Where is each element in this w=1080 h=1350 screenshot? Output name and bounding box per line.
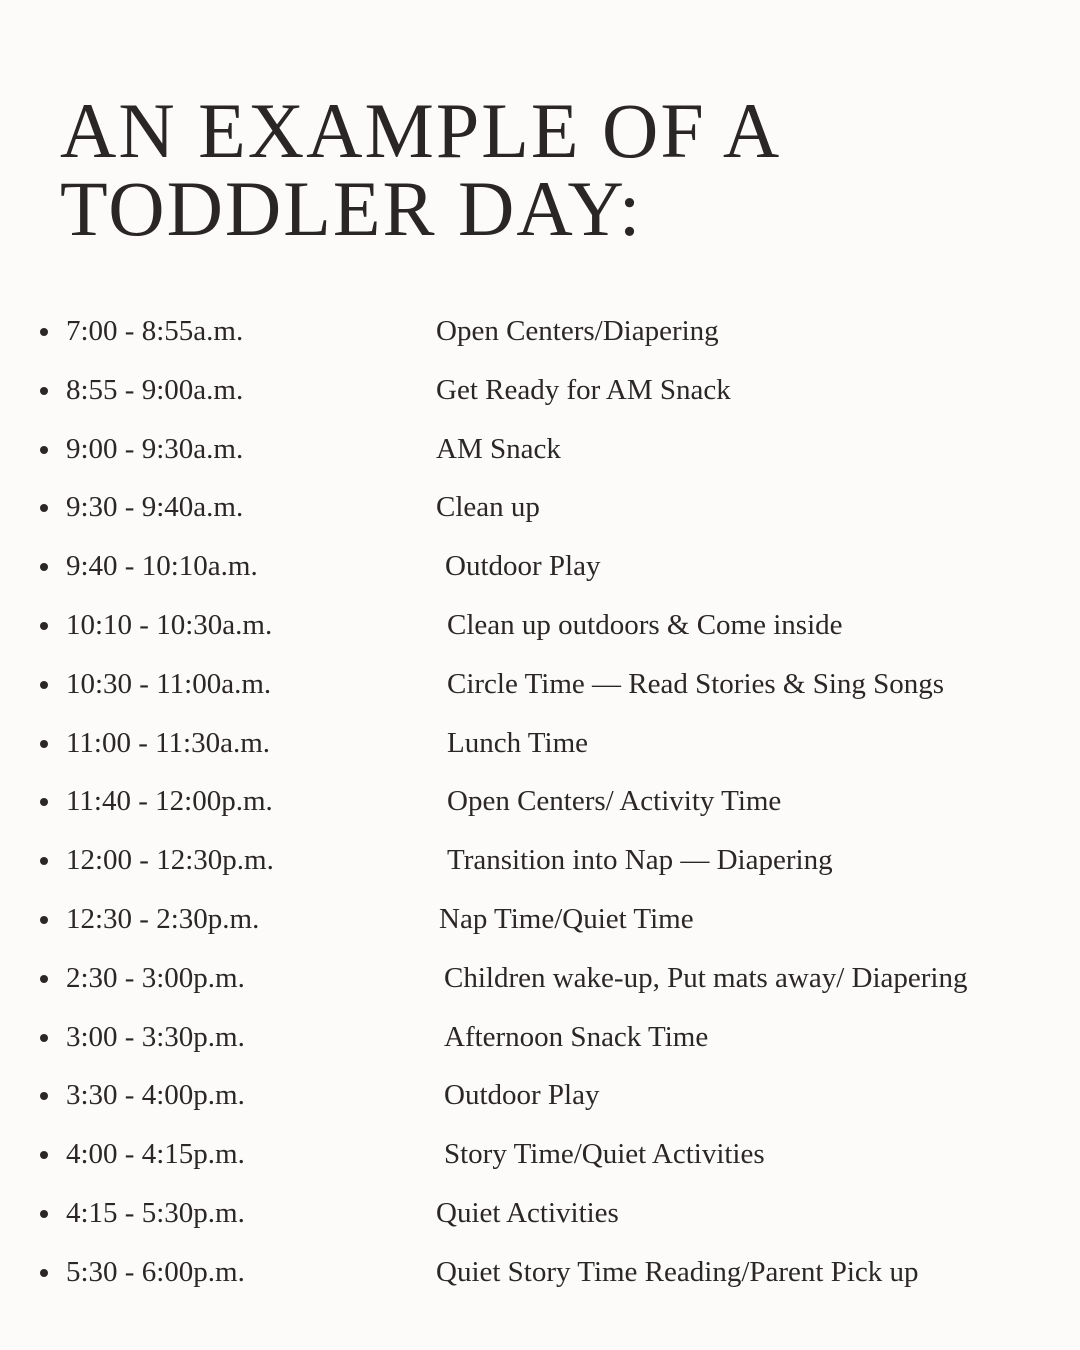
title-line-2: TODDLER DAY:: [60, 165, 643, 252]
schedule-row: [0, 772, 1080, 831]
schedule-time: 10:10 - 10:30a.m.: [66, 608, 273, 641]
bullet-icon: [40, 1151, 48, 1159]
schedule-row: [0, 537, 1080, 596]
schedule-time: 9:40 - 10:10a.m.: [66, 550, 258, 583]
schedule-row: [0, 1125, 1080, 1184]
bullet-icon: [40, 504, 48, 512]
schedule-row: [0, 949, 1080, 1008]
bullet-icon: [40, 798, 48, 806]
schedule-row: [0, 890, 1080, 949]
schedule-list: [0, 302, 1080, 1302]
schedule-activity: Open Centers/Diapering: [436, 315, 719, 347]
schedule-row: [0, 361, 1080, 420]
schedule-row: [0, 478, 1080, 537]
bullet-icon: [40, 975, 48, 983]
schedule-activity: AM Snack: [436, 432, 561, 465]
schedule-row: [0, 1184, 1080, 1243]
schedule-time: 9:00 - 9:30a.m.: [66, 432, 244, 465]
schedule-activity: Nap Time/Quiet Time: [439, 902, 694, 935]
schedule-row: [0, 302, 1080, 361]
schedule-time: 3:30 - 4:00p.m.: [66, 1079, 245, 1112]
schedule-row: [0, 714, 1080, 773]
schedule-activity: Story Time/Quiet Activities: [444, 1138, 765, 1171]
schedule-activity: Outdoor Play: [444, 1079, 600, 1112]
schedule-activity: Clean up outdoors & Come inside: [447, 608, 843, 641]
schedule-activity: Transition into Nap — Diapering: [447, 844, 833, 877]
schedule-activity: Get Ready for AM Snack: [436, 373, 731, 406]
bullet-icon: [40, 740, 48, 748]
schedule-time: 2:30 - 3:00p.m.: [66, 961, 245, 994]
schedule-time: 8:55 - 9:00a.m.: [66, 373, 244, 406]
schedule-time: 7:00 - 8:55a.m.: [66, 315, 244, 347]
schedule-time: 3:00 - 3:30p.m.: [66, 1020, 245, 1053]
schedule-row: [0, 420, 1080, 479]
page-title: [60, 87, 1020, 252]
schedule-time: 9:30 - 9:40a.m.: [66, 491, 244, 524]
bullet-icon: [40, 1269, 48, 1277]
bullet-icon: [40, 1210, 48, 1218]
bullet-icon: [40, 857, 48, 865]
bullet-icon: [40, 916, 48, 924]
schedule-time: 4:00 - 4:15p.m.: [66, 1138, 245, 1171]
bullet-icon: [40, 446, 48, 454]
bullet-icon: [40, 681, 48, 689]
schedule-time: 5:30 - 6:00p.m.: [66, 1255, 245, 1288]
schedule-activity: Circle Time — Read Stories & Sing Songs: [447, 667, 945, 700]
schedule-time: 10:30 - 11:00a.m.: [66, 667, 272, 700]
title-line-1: AN EXAMPLE OF A: [60, 87, 782, 174]
schedule-activity: Lunch Time: [447, 726, 588, 759]
schedule-row: [0, 655, 1080, 714]
schedule-time: 4:15 - 5:30p.m.: [66, 1196, 245, 1229]
schedule-row: [0, 1243, 1080, 1302]
bullet-icon: [40, 328, 48, 336]
bullet-icon: [40, 387, 48, 395]
bullet-icon: [40, 1092, 48, 1100]
schedule-time: 12:00 - 12:30p.m.: [66, 844, 274, 877]
schedule-activity: Open Centers/ Activity Time: [447, 785, 782, 818]
schedule-activity: Outdoor Play: [445, 550, 601, 583]
schedule-row: [0, 1066, 1080, 1125]
schedule-activity: Clean up: [436, 491, 540, 524]
schedule-row: [0, 596, 1080, 655]
bullet-icon: [40, 1034, 48, 1042]
schedule-row: [0, 1008, 1080, 1067]
bullet-icon: [40, 622, 48, 630]
schedule-row: [0, 831, 1080, 890]
schedule-activity: Quiet Story Time Reading/Parent Pick up: [436, 1255, 919, 1288]
bullet-icon: [40, 563, 48, 571]
schedule-activity: Quiet Activities: [436, 1196, 619, 1229]
schedule-time: 11:40 - 12:00p.m.: [66, 785, 273, 818]
schedule-time: 12:30 - 2:30p.m.: [66, 902, 260, 935]
schedule-time: 11:00 - 11:30a.m.: [66, 726, 271, 759]
schedule-activity: Children wake-up, Put mats away/ Diapering: [444, 961, 968, 994]
schedule-activity: Afternoon Snack Time: [444, 1020, 709, 1053]
